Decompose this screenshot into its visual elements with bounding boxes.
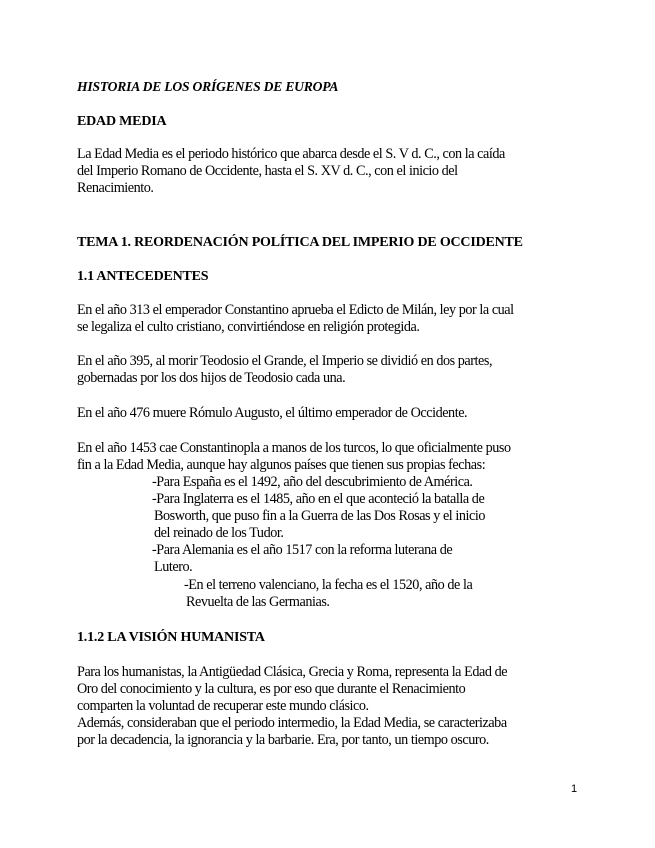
text-line: -En el terreno valenciano, la fecha es el 1520, año de la xyxy=(184,577,473,593)
paragraph-intro xyxy=(77,146,587,197)
list-item-espana xyxy=(152,474,552,491)
text-line: Revuelta de las Germanias. xyxy=(186,594,330,610)
heading-vision-humanista: 1.1.2 LA VISIÓN HUMANISTA xyxy=(77,630,265,645)
paragraph-395 xyxy=(77,353,587,387)
text-line: En el año 313 el emperador Constantino aprueba el Edicto de Milán, ley por la cual xyxy=(77,302,514,318)
text-line: -Para España es el 1492, año del descubrimiento de América. xyxy=(152,474,473,490)
list-item-inglaterra xyxy=(152,491,552,542)
text-line: por la decadencia, la ignorancia y la barbarie. Era, por tanto, un tiempo oscuro. xyxy=(77,732,489,748)
text-line: La Edad Media es el periodo histórico que abarca desde el S. V d. C., con la caída xyxy=(77,146,505,162)
paragraph-313 xyxy=(77,302,587,336)
text-line: fin a la Edad Media, aunque hay algunos países que tienen sus propias fechas: xyxy=(77,457,486,473)
list-item-valenciano xyxy=(184,577,564,611)
text-line: Para los humanistas, la Antigüedad Clásica, Grecia y Roma, representa la Edad de xyxy=(77,664,508,680)
document-title: HISTORIA DE LOS ORÍGENES DE EUROPA xyxy=(77,79,339,94)
text-line: Bosworth, que puso fin a la Guerra de las Dos Rosas y el inicio xyxy=(154,508,485,524)
text-line: En el año 395, al morir Teodosio el Grande, el Imperio se dividió en dos partes, xyxy=(77,353,493,369)
text-line: del reinado de los Tudor. xyxy=(154,525,284,541)
paragraph-1453 xyxy=(77,440,587,474)
text-line: -Para Inglaterra es el 1485, año en el que aconteció la batalla de xyxy=(152,491,485,507)
text-line: En el año 1453 cae Constantinopla a manos de los turcos, lo que oficialmente puso xyxy=(77,440,511,456)
list-item-alemania xyxy=(152,542,552,576)
heading-antecedentes: 1.1 ANTECEDENTES xyxy=(77,269,209,284)
text-line: Oro del conocimiento y la cultura, es por eso que durante el Renacimiento xyxy=(77,681,466,697)
text-line: Lutero. xyxy=(154,559,193,575)
page-number: 1 xyxy=(571,783,578,795)
paragraph-476 xyxy=(77,405,587,422)
text-line: se legaliza el culto cristiano, convirtiéndose en religión protegida. xyxy=(77,319,420,335)
heading-tema-1: TEMA 1. REORDENACIÓN POLÍTICA DEL IMPERIO DE OCCIDENTE xyxy=(77,235,523,250)
text-line: comparten la voluntad de recuperar este mundo clásico. xyxy=(77,698,369,714)
text-line: En el año 476 muere Rómulo Augusto, el último emperador de Occidente. xyxy=(77,405,468,421)
paragraph-humanistas xyxy=(77,664,587,749)
text-line: gobernadas por los dos hijos de Teodosio cada una. xyxy=(77,370,346,386)
text-line: Renacimiento. xyxy=(77,180,154,196)
text-line: Además, consideraban que el periodo intermedio, la Edad Media, se caracterizaba xyxy=(77,715,507,731)
text-line: -Para Alemania es el año 1517 con la reforma luterana de xyxy=(152,542,453,558)
heading-edad-media: EDAD MEDIA xyxy=(77,114,167,129)
text-line: del Imperio Romano de Occidente, hasta el S. XV d. C., con el inicio del xyxy=(77,163,458,179)
